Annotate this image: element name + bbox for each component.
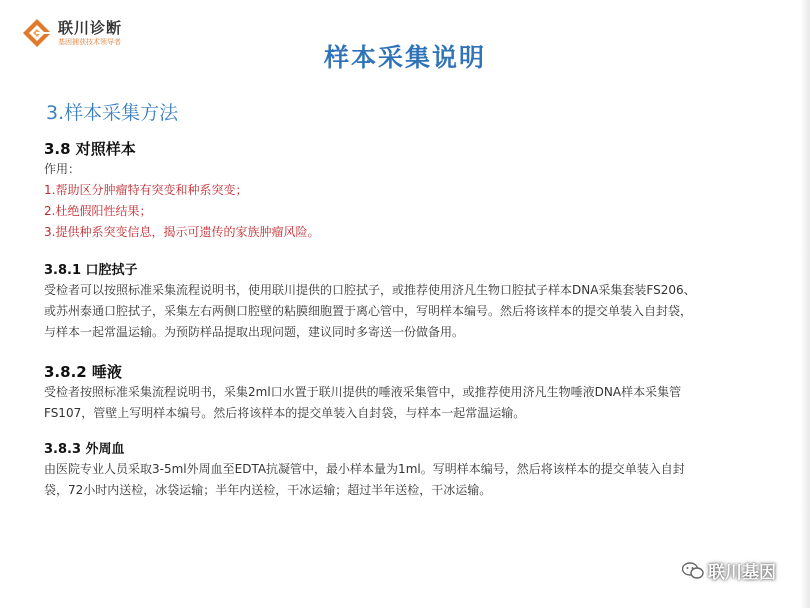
purpose-item: 2.杜绝假阳性结果；	[44, 204, 152, 218]
wechat-icon	[682, 562, 704, 580]
logo-slogan: 基因捕获技术领导者	[58, 38, 121, 46]
subsection-heading: 3.8.2 唾液	[44, 363, 122, 381]
page-title: 样本采集说明	[323, 43, 486, 72]
paragraph-line: 袋，72小时内送检，冰袋运输；半年内送检，干冰运输；超过半年送检，干冰运输。	[44, 483, 492, 497]
section-peripheral-blood	[44, 441, 774, 501]
section-saliva	[44, 362, 774, 424]
purpose-label: 作用：	[44, 162, 81, 176]
paragraph-line: 与样本一起常温运输。为预防样品提取出现问题，建议同时多寄送一份做备用。	[44, 325, 465, 339]
paragraph-line: 或苏州泰通口腔拭子，采集左右两侧口腔壁的粘膜细胞置于离心管中，写明样本编号。然后将该样本的提交单装入自封袋，	[44, 304, 693, 318]
paragraph-line: 由医院专业人员采取3-5ml外周血至EDTA抗凝管中，最小样本量为1ml。写明样本编号，然后将该样本的提交单装入自封	[44, 462, 685, 476]
paragraph-line: 受检者可以按照标准采集流程说明书，使用联川提供的口腔拭子，或推荐使用济凡生物口腔拭子样本DNA采集套装FS206、	[44, 283, 696, 297]
section-oral-swab	[44, 262, 774, 343]
purpose-item: 1.帮助区分肿瘤特有突变和种系突变；	[44, 183, 248, 197]
logo-name: 联川诊断	[58, 19, 123, 37]
purpose-item: 3.提供种系突变信息，揭示可遗传的家族肿瘤风险。	[44, 225, 320, 239]
paragraph-line: FS107，管壁上写明样本编号。然后将该样本的提交单装入自封袋，与样本一起常温运输。	[44, 406, 526, 420]
section-control-sample	[44, 139, 774, 243]
wechat-watermark	[682, 558, 776, 583]
subsection-heading: 3.8.3 外周血	[44, 442, 125, 457]
section-heading: 3.8 对照样本	[44, 140, 136, 158]
section-subtitle: 3.样本采集方法	[46, 102, 179, 124]
subsection-heading: 3.8.1 口腔拭子	[44, 263, 138, 278]
slide-edge-shadow	[800, 0, 810, 608]
watermark-text: 联川基因	[708, 563, 776, 583]
paragraph-line: 受检者按照标准采集流程说明书，采集2ml口水置于联川提供的唾液采集管中，或推荐使用济凡生物唾液DNA样本采集管	[44, 385, 682, 399]
